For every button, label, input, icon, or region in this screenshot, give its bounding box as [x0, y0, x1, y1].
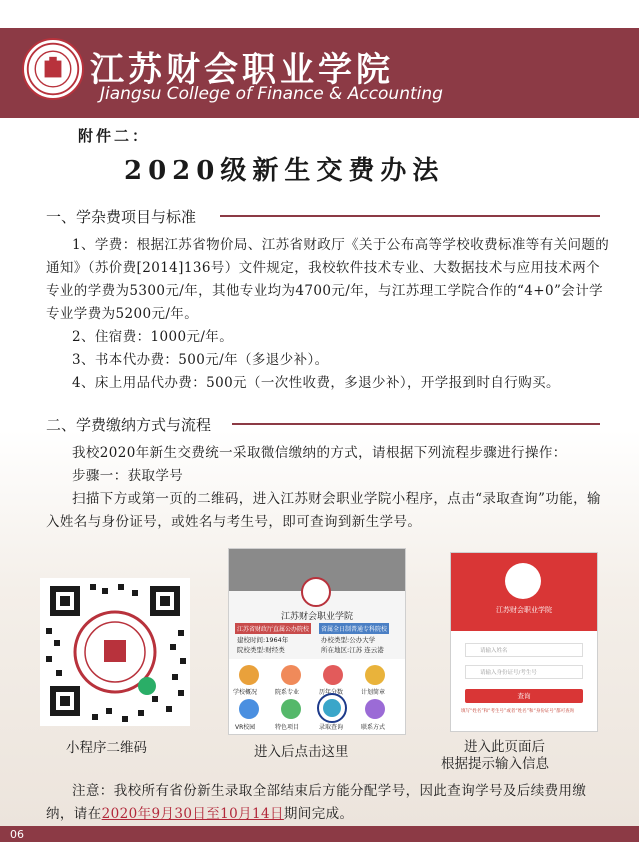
info-founded: 建校时间:1964年: [237, 636, 289, 644]
icon-label-scores: 历年分数: [319, 689, 344, 696]
phone2-caption-line1: 进入此页面后: [464, 739, 545, 755]
phone2-caption-line2: 根据提示输入信息: [441, 756, 549, 772]
college-logo-icon: [301, 577, 331, 607]
college-name-en: Jiangsu College of Finance & Accounting: [100, 84, 443, 104]
notice-suffix: 期间完成。: [283, 806, 354, 822]
fee-item-tuition: 1、学费：根据江苏省物价局、江苏省财政厅《关于公布高等学校收费标准等有关问题的通知》（苏价费[2014]136号）文件规定，我校软件技术专业、大数据技术与应用技术两个专业的学费为5300元/年，其他专业均为4700元/年，与江苏理工学院合作的“4+0”会计学专业学费为5200元/年。: [46, 237, 610, 322]
phone1-caption: 进入后点击这里: [254, 744, 349, 760]
step1-title: 步骤一：获取学号: [72, 468, 184, 484]
admission-query-screenshot: [450, 552, 598, 732]
notice-paragraph: [46, 780, 612, 826]
icon-label-plan: 计划简章: [361, 689, 386, 696]
fee-item-dorm: 2、住宿费：1000元/年。: [72, 329, 234, 345]
contact-icon[interactable]: [365, 699, 385, 719]
query-button[interactable]: 查询: [465, 689, 583, 703]
phone1-tag1: 江苏省财政厅直属公办院校: [235, 623, 311, 634]
section1-heading: 一、学杂费项目与标准: [46, 208, 197, 226]
fee-item-books: 3、书本代办费：500元/年（多退少补）。: [72, 352, 329, 368]
info-location: 所在地区:江苏 连云港: [321, 646, 384, 654]
section2-divider: [232, 423, 600, 425]
college-logo-icon: [505, 563, 541, 599]
section2-heading: 二、学费缴纳方式与流程: [46, 416, 212, 434]
mini-program-home-screenshot: [228, 548, 406, 735]
college-name-cn: 江苏财会职业学院: [90, 50, 394, 90]
attachment-label: 附件二：: [78, 127, 151, 145]
id-number-input[interactable]: 请输入身份证号/考生号: [465, 665, 583, 679]
admission-plan-icon[interactable]: [365, 665, 385, 685]
section1-body: [46, 234, 612, 395]
name-input[interactable]: 请输入姓名: [465, 643, 583, 657]
history-scores-icon[interactable]: [323, 665, 343, 685]
icon-label-query: 录取查询: [319, 724, 344, 731]
school-overview-icon[interactable]: [239, 665, 259, 685]
phone1-title: 江苏财会职业学院: [280, 612, 353, 622]
phone1-tag2: 省属全日制普通专科院校: [319, 623, 389, 634]
icon-label-departments: 院系专业: [275, 689, 300, 696]
icon-label-features: 特色项目: [275, 724, 300, 731]
notice-date-range: 2020年9月30日至10月14日: [101, 806, 284, 822]
icon-label-overview: 学校概况: [233, 689, 258, 696]
icon-label-vr: VR校园: [235, 724, 256, 731]
page-number: 06: [10, 828, 24, 841]
admission-query-icon[interactable]: [323, 699, 341, 717]
icon-label-contact: 联系方式: [361, 724, 386, 731]
departments-icon[interactable]: [281, 665, 301, 685]
notice-prefix: 注意：我校所有省份新生录取全部结束后方能分配学号，因此查询学号及后续费用缴纳，请在: [46, 783, 587, 822]
step1-text: 扫描下方或第一页的二维码，进入江苏财会职业学院小程序，点击“录取查询”功能，输入姓名与身份证号，或姓名与考生号，即可查询到新生学号。: [46, 491, 601, 530]
vr-campus-icon[interactable]: [239, 699, 259, 719]
phone2-title: 江苏财会职业学院: [496, 606, 552, 614]
info-ownership: 办校类型:公办大学: [321, 636, 376, 644]
fee-item-bedding: 4、床上用品代办费：500元（一次性收费，多退少补），开学报到时自行购买。: [72, 375, 560, 391]
info-type: 院校类型:财经类: [237, 646, 285, 654]
mini-program-qr-code[interactable]: [40, 578, 190, 726]
college-seal-logo: [22, 38, 84, 100]
page-title: 2020级新生交费办法: [124, 156, 445, 186]
section1-divider: [220, 215, 600, 217]
phone1-info-right: [321, 635, 384, 655]
section2-body: [46, 442, 612, 534]
section2-intro: 我校2020年新生交费统一采取微信缴纳的方式，请根据下列流程步骤进行操作：: [72, 445, 567, 461]
query-hint: 填写“姓名”和“考生号”或者“姓名”和“身份证号”都可查询: [461, 709, 575, 714]
qr-caption: 小程序二维码: [66, 740, 147, 756]
features-icon[interactable]: [281, 699, 301, 719]
footer-strip: [0, 826, 639, 842]
phone1-info-left: [237, 635, 288, 655]
